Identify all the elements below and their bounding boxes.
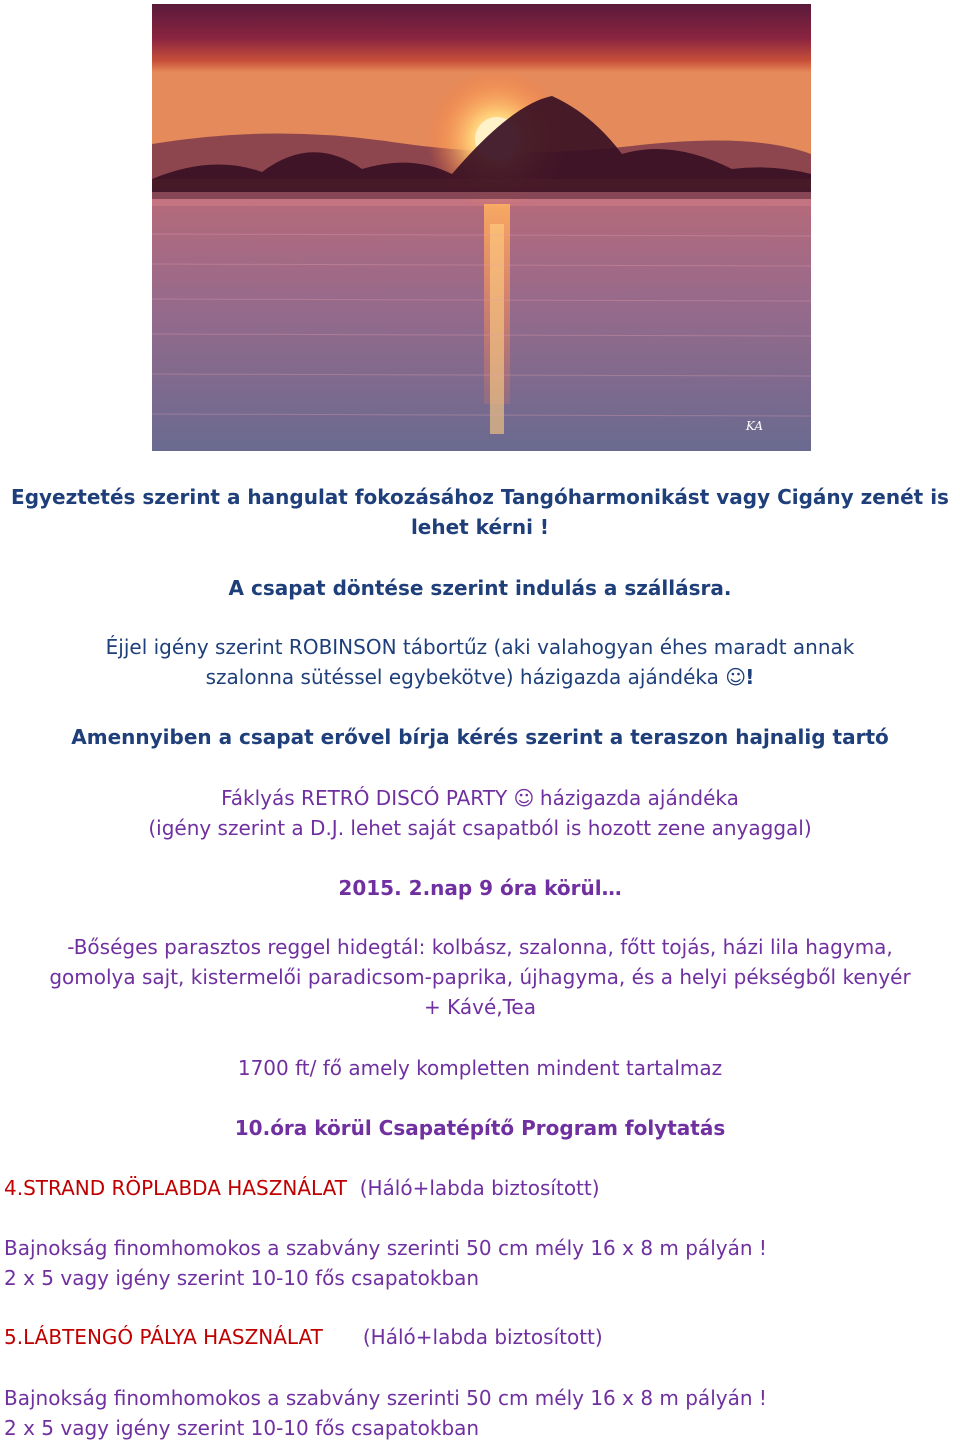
sunset-lake-photo	[152, 4, 811, 451]
volleyball-title: 4.STRAND RÖPLABDA HASZNÁLAT	[4, 1176, 347, 1200]
sunset-lake-image	[152, 4, 811, 451]
volleyball-details-line-2: 2 x 5 vagy igény szerint 10-10 fős csapatokban	[4, 1266, 480, 1290]
smiley-icon: ☺	[725, 665, 747, 689]
photo-signature: KA	[745, 419, 763, 433]
campfire-line-2	[0, 662, 960, 692]
paragraph-price: 1700 ft/ fő amely kompletten mindent tartalmaz	[237, 1056, 723, 1080]
paragraph-accordion-request: Egyeztetés szerint a hangulat fokozásához Tangóharmonikást vagy Cigány zenét is lehet kérni !	[11, 485, 949, 539]
paragraph-breakfast	[0, 932, 960, 1022]
breakfast-line-3: + Kávé,Tea	[423, 995, 536, 1019]
campfire-line-1: Éjjel igény szerint ROBINSON tábortűz (aki valahogyan éhes maradt annak	[105, 635, 855, 659]
footvolley-details-line-1: Bajnokság finomhomokos a szabvány szerinti 50 cm mély 16 x 8 m pályán !	[4, 1386, 767, 1410]
disco-line-1-text: Fáklyás RETRÓ DISCÓ PARTY	[221, 786, 508, 810]
breakfast-line-1: -Bőséges parasztos reggel hidegtál: kolbász, szalonna, főtt tojás, házi lila hagyma,	[67, 935, 893, 959]
volleyball-note: (Háló+labda biztosított)	[359, 1176, 600, 1200]
disco-line-2: (igény szerint a D.J. lehet saját csapatból is hozott zene anyaggal)	[148, 816, 812, 840]
paragraph-footvolley-details	[4, 1383, 954, 1443]
footvolley-title: 5.LÁBTENGÓ PÁLYA HASZNÁLAT	[4, 1325, 323, 1349]
paragraph-volleyball-title	[4, 1173, 954, 1203]
paragraph-footvolley-title	[4, 1322, 954, 1352]
footvolley-note: (Háló+labda biztosított)	[362, 1325, 603, 1349]
paragraph-terrace: Amennyiben a csapat erővel bírja kérés szerint a teraszon hajnalig tartó	[71, 725, 889, 749]
paragraph-volleyball-details	[4, 1233, 954, 1293]
footvolley-details-line-2: 2 x 5 vagy igény szerint 10-10 fős csapatokban	[4, 1416, 480, 1440]
paragraph-teambuilding: 10.óra körül Csapatépítő Program folytatás	[234, 1116, 726, 1140]
paragraph-departure: A csapat döntése szerint indulás a szállásra.	[228, 576, 732, 600]
volleyball-details-line-1: Bajnokság finomhomokos a szabvány szerinti 50 cm mély 16 x 8 m pályán !	[4, 1236, 767, 1260]
campfire-line-2-text: szalonna sütéssel egybekötve) házigazda ajándéka	[205, 665, 719, 689]
campfire-exclamation: !	[745, 665, 755, 689]
breakfast-line-2: gomolya sajt, kistermelői paradicsom-paprika, újhagyma, és a helyi pékségből kenyér	[49, 965, 911, 989]
smiley-icon: ☺	[513, 786, 535, 810]
paragraph-campfire	[0, 632, 960, 692]
disco-line-1-gift: házigazda ajándéka	[539, 786, 739, 810]
paragraph-day2-time: 2015. 2.nap 9 óra körül…	[338, 876, 622, 900]
disco-line-1	[0, 783, 960, 813]
paragraph-disco-party	[0, 783, 960, 843]
